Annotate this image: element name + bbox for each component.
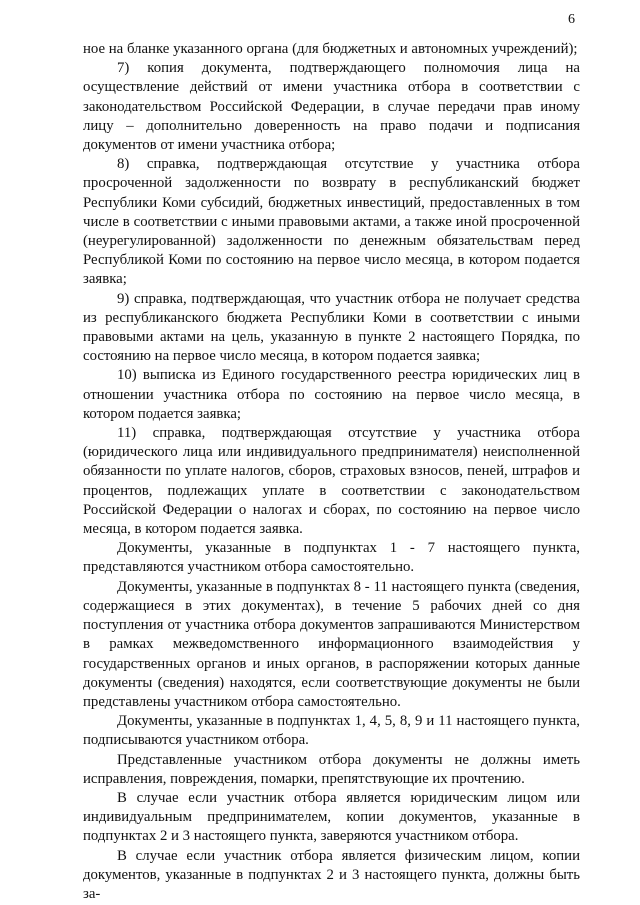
paragraph-item-11: 11) справка, подтверждающая отсутствие у участника отбора (юридического лица или индивидуального предпринимателя) неисполненной обязанности по уплате налогов, сборов, страховых взносов, пеней, штрафов и процентов, подлежащих уплате в соответствии с законодательством Российской Федерации о налогах и сборах, по состоянию на первое число месяца, в котором подается заявка.: [83, 425, 580, 538]
paragraph-legal-entity-copies: В случае если участник отбора является юридическим лицом или индивидуальным предпринимателем, копии документов, указанные в подпунктах 2 и 3 настоящего пункта, заверяются участником отбора.: [83, 789, 580, 845]
paragraph-item-9: 9) справка, подтверждающая, что участник отбора не получает средства из республиканского бюджета Республики Коми в соответствии с иными правовыми актами на цель, указанную в пункте 2 настоящего Порядка, по состоянию на первое число месяца, в котором подается заявка;: [83, 290, 580, 365]
paragraph-documents-requested: Документы, указанные в подпунктах 8 - 11 настоящего пункта (сведения, содержащиеся в этих документах), в течение 5 рабочих дней со дня поступления от участника отбора документов запрашиваются Министерством в рамках межведомственного информационного взаимодействия у государственных органов и иных органов, в распоряжении которых данные документы (сведения) находятся, если соответствующие документы не были представлены участником отбора самостоятельно.: [83, 578, 580, 710]
paragraph-item-7: 7) копия документа, подтверждающего полномочия лица на осуществление действий от имени участника отбора в соответствии с законодательством Российской Федерации, в случае передачи прав иному лицу – дополнительно доверенность на право подачи и подписания документов от имени участника отбора;: [83, 60, 580, 154]
document-body: [83, 40, 580, 904]
paragraph-item-8: 8) справка, подтверждающая отсутствие у участника отбора просроченной задолженности по возврату в республиканский бюджет Республики Коми субсидий, бюджетных инвестиций, предоставленных в том числе в соответствии с иными правовыми актами, а также иной просроченной (неурегулированной) задолженности по денежным обязательствам перед Республикой Коми по состоянию на первое число месяца, в котором подается заявка;: [83, 156, 580, 288]
paragraph-documents-self-submitted: Документы, указанные в подпунктах 1 - 7 настоящего пункта, представляются участником отбора самостоятельно.: [83, 540, 580, 576]
page-number: 6: [568, 12, 575, 27]
paragraph-documents-signed: Документы, указанные в подпунктах 1, 4, 5, 8, 9 и 11 настоящего пункта, подписываются участником отбора.: [83, 713, 580, 749]
paragraph-item-10: 10) выписка из Единого государственного реестра юридических лиц в отношении участника отбора по состоянию на первое число месяца, в котором подается заявка;: [83, 367, 580, 422]
paragraph-continuation: ное на бланке указанного органа (для бюджетных и автономных учреждений);: [83, 41, 578, 57]
paragraph-no-corrections: Представленные участником отбора документы не должны иметь исправления, повреждения, помарки, препятствующие их прочтению.: [83, 751, 580, 787]
paragraph-individual-copies: В случае если участник отбора является физическим лицом, копии документов, указанные в подпунктах 2 и 3 настоящего пункта, должны быть за-: [83, 847, 580, 902]
